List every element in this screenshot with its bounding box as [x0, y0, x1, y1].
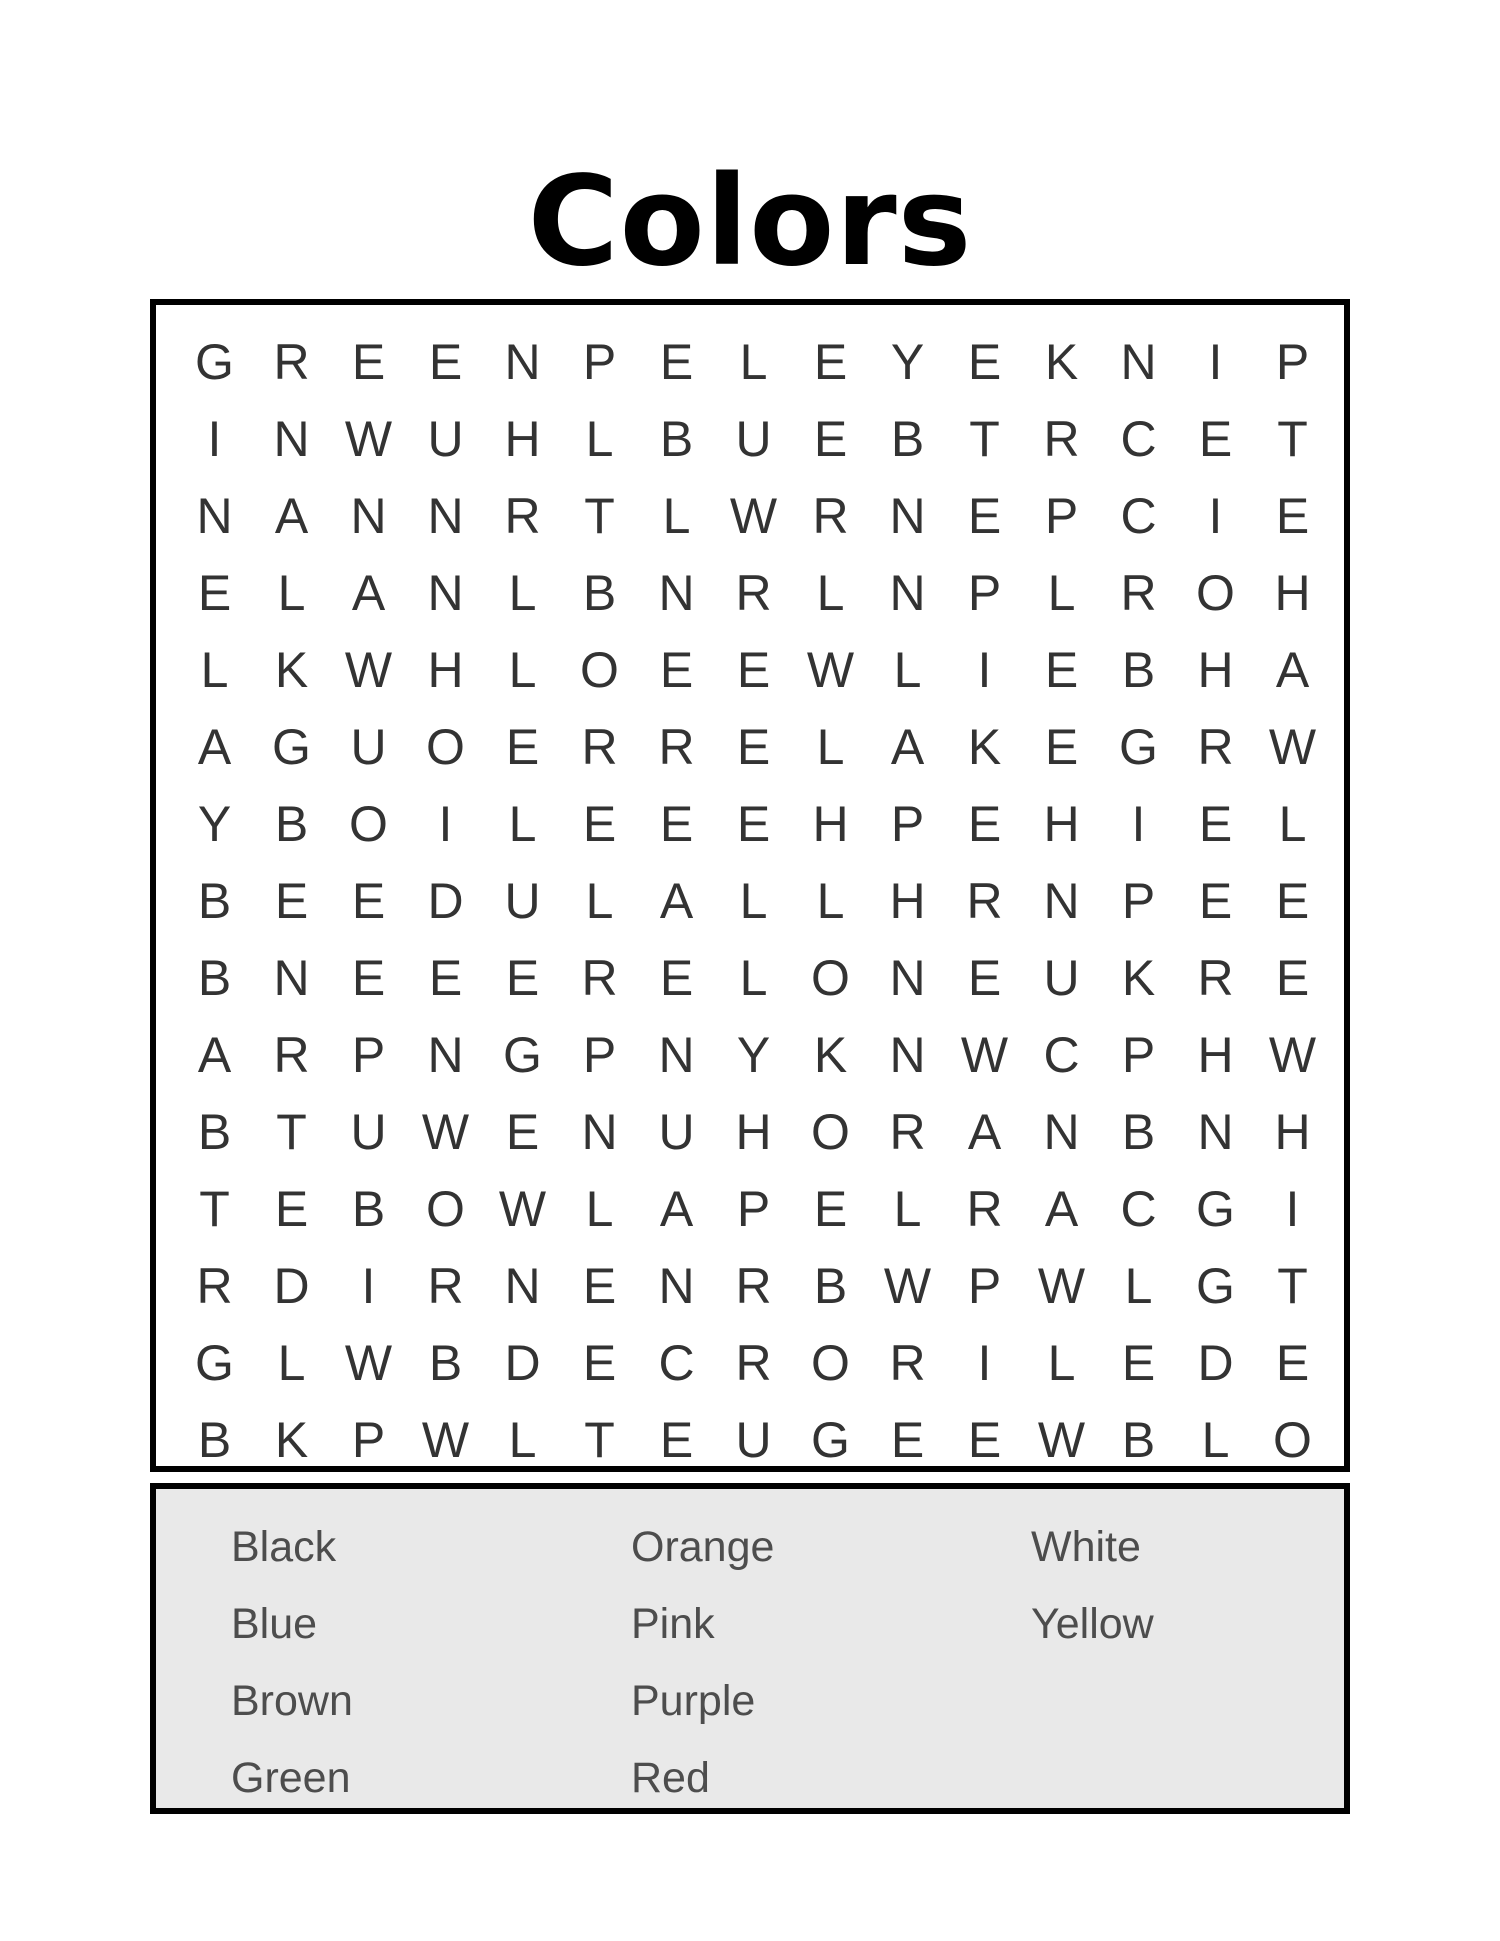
grid-letter[interactable]: O [426, 1180, 465, 1237]
word-list-item: Black [231, 1523, 337, 1571]
grid-letter[interactable]: I [1208, 487, 1223, 544]
grid-letter[interactable]: G [195, 333, 234, 390]
grid-letter[interactable]: L [739, 333, 768, 390]
grid-letter[interactable]: R [273, 1026, 310, 1083]
word-list-item: Blue [231, 1600, 318, 1648]
grid-letter[interactable]: R [273, 333, 310, 390]
grid-letter[interactable]: E [582, 1334, 617, 1391]
grid-letter[interactable]: A [197, 718, 232, 775]
grid-letter[interactable]: I [1208, 333, 1223, 390]
grid-letter[interactable]: T [584, 487, 615, 544]
grid-letter[interactable]: D [427, 872, 464, 929]
grid-letter[interactable]: W [1037, 1411, 1086, 1468]
grid-letter[interactable]: U [427, 410, 464, 467]
grid-letter[interactable]: N [1043, 1103, 1080, 1160]
grid-letter[interactable]: W [1268, 1026, 1317, 1083]
word-list-column-1 [231, 1509, 353, 1817]
grid-letter[interactable]: I [438, 795, 453, 852]
grid-letter[interactable]: L [1278, 795, 1307, 852]
grid-letter[interactable]: L [1201, 1411, 1230, 1468]
grid-letter[interactable]: B [274, 795, 309, 852]
grid-letter[interactable]: H [1274, 1103, 1311, 1160]
grid-letter[interactable]: E [813, 1180, 848, 1237]
grid-letter[interactable]: L [1047, 1334, 1076, 1391]
word-list-column-2 [631, 1509, 774, 1817]
grid-letter[interactable]: G [1196, 1257, 1235, 1314]
grid-letter[interactable]: D [1197, 1334, 1234, 1391]
grid-letter[interactable]: E [1044, 718, 1079, 775]
grid-letter[interactable]: I [1131, 795, 1146, 852]
grid-letter[interactable]: L [1124, 1257, 1153, 1314]
grid-letter[interactable]: I [207, 410, 222, 467]
grid-letter[interactable]: W [421, 1411, 470, 1468]
grid-letter[interactable]: H [812, 795, 849, 852]
grid-letter[interactable]: W [344, 410, 393, 467]
grid-letter[interactable]: P [582, 1026, 617, 1083]
grid-letter[interactable]: P [736, 1180, 771, 1237]
grid-letter[interactable]: U [1043, 949, 1080, 1006]
grid-letter[interactable]: R [1197, 949, 1234, 1006]
grid-letter[interactable]: N [889, 1026, 926, 1083]
grid-letter[interactable]: C [1043, 1026, 1080, 1083]
grid-letter[interactable]: K [274, 641, 309, 698]
grid-letter[interactable]: R [889, 1334, 926, 1391]
grid-letter[interactable]: I [977, 641, 992, 698]
grid-letter[interactable]: P [1121, 872, 1156, 929]
grid-letter[interactable]: U [504, 872, 541, 929]
grid-letter[interactable]: B [1121, 1411, 1156, 1468]
grid-letter[interactable]: R [581, 718, 618, 775]
grid-letter[interactable]: E [736, 718, 771, 775]
grid-letter[interactable]: E [351, 872, 386, 929]
grid-letter[interactable]: A [890, 718, 925, 775]
grid-letter[interactable]: A [659, 1180, 694, 1237]
grid-letter[interactable]: O [580, 641, 619, 698]
word-list-item: Green [231, 1754, 351, 1802]
letter-grid-box [150, 299, 1350, 1472]
grid-letter[interactable]: B [197, 1103, 232, 1160]
grid-letter[interactable]: D [273, 1257, 310, 1314]
grid-letter[interactable]: C [1120, 410, 1157, 467]
grid-letter[interactable]: P [967, 1257, 1002, 1314]
grid-letter[interactable]: A [274, 487, 309, 544]
grid-letter[interactable]: T [276, 1103, 307, 1160]
grid-letter[interactable]: E [428, 949, 463, 1006]
grid-letter[interactable]: R [735, 564, 772, 621]
grid-letter[interactable]: P [890, 795, 925, 852]
grid-letter[interactable]: O [1273, 1411, 1312, 1468]
puzzle-title: Colors [527, 150, 973, 294]
grid-letter[interactable]: N [273, 949, 310, 1006]
grid-letter[interactable]: B [197, 1411, 232, 1468]
grid-letter[interactable]: E [659, 641, 694, 698]
grid-letter[interactable]: E [1198, 410, 1233, 467]
word-list-item: Yellow [1031, 1600, 1154, 1648]
grid-letter[interactable]: B [890, 410, 925, 467]
grid-letter[interactable]: B [1121, 1103, 1156, 1160]
grid-letter[interactable]: P [1121, 1026, 1156, 1083]
grid-letter[interactable]: C [1120, 1180, 1157, 1237]
grid-letter[interactable]: W [729, 487, 778, 544]
grid-letter[interactable]: R [966, 872, 1003, 929]
grid-letter[interactable]: W [960, 1026, 1009, 1083]
grid-letter[interactable]: A [197, 1026, 232, 1083]
word-list-item: Red [631, 1754, 710, 1802]
grid-letter[interactable]: L [662, 487, 691, 544]
grid-letter[interactable]: G [1119, 718, 1158, 775]
grid-letter[interactable]: R [735, 1334, 772, 1391]
grid-letter[interactable]: E [1275, 949, 1310, 1006]
grid-letter[interactable]: E [582, 795, 617, 852]
grid-letter[interactable]: N [889, 487, 926, 544]
grid-letter[interactable]: R [658, 718, 695, 775]
grid-letter[interactable]: W [883, 1257, 932, 1314]
grid-letter[interactable]: E [1198, 872, 1233, 929]
grid-letter[interactable]: B [428, 1334, 463, 1391]
grid-letter[interactable]: L [816, 872, 845, 929]
grid-letter[interactable]: E [967, 949, 1002, 1006]
grid-letter[interactable]: N [427, 1026, 464, 1083]
grid-letter[interactable]: E [505, 718, 540, 775]
grid-letter[interactable]: A [351, 564, 386, 621]
grid-letter[interactable]: A [967, 1103, 1002, 1160]
grid-letter[interactable]: P [1044, 487, 1079, 544]
grid-letter[interactable]: W [344, 641, 393, 698]
grid-letter[interactable]: D [504, 1334, 541, 1391]
grid-letter[interactable]: E [813, 333, 848, 390]
grid-letter[interactable]: L [508, 641, 537, 698]
grid-letter[interactable]: H [1274, 564, 1311, 621]
grid-letter[interactable]: T [1277, 410, 1308, 467]
grid-letter[interactable]: R [812, 487, 849, 544]
grid-letter[interactable]: E [967, 795, 1002, 852]
grid-letter[interactable]: L [1047, 564, 1076, 621]
grid-letter[interactable]: L [739, 872, 768, 929]
grid-letter[interactable]: L [816, 564, 845, 621]
grid-letter[interactable]: E [1275, 872, 1310, 929]
grid-letter[interactable]: W [1268, 718, 1317, 775]
grid-letter[interactable]: E [582, 1257, 617, 1314]
grid-letter[interactable]: O [1196, 564, 1235, 621]
grid-letter[interactable]: H [1043, 795, 1080, 852]
grid-letter[interactable]: N [273, 410, 310, 467]
grid-letter[interactable]: L [508, 1411, 537, 1468]
grid-letter[interactable]: R [1197, 718, 1234, 775]
grid-letter[interactable]: E [1275, 487, 1310, 544]
grid-letter[interactable]: Y [197, 795, 232, 852]
grid-letter[interactable]: N [427, 487, 464, 544]
grid-letter[interactable]: N [889, 949, 926, 1006]
word-list-item: White [1031, 1523, 1141, 1571]
grid-letter[interactable]: E [428, 333, 463, 390]
grid-letter[interactable]: G [1196, 1180, 1235, 1237]
grid-letter[interactable]: T [584, 1411, 615, 1468]
grid-letter[interactable]: T [969, 410, 1000, 467]
grid-letter[interactable]: L [893, 1180, 922, 1237]
grid-letter[interactable]: E [967, 1411, 1002, 1468]
grid-letter[interactable]: R [1043, 410, 1080, 467]
grid-letter[interactable]: T [199, 1180, 230, 1237]
grid-letter[interactable]: E [736, 641, 771, 698]
grid-letter[interactable]: G [195, 1334, 234, 1391]
grid-letter[interactable]: N [504, 1257, 541, 1314]
grid-letter[interactable]: E [659, 333, 694, 390]
grid-letter[interactable]: E [505, 949, 540, 1006]
grid-letter[interactable]: N [581, 1103, 618, 1160]
grid-letter[interactable]: L [508, 795, 537, 852]
grid-letter[interactable]: E [659, 795, 694, 852]
grid-letter[interactable]: B [197, 949, 232, 1006]
grid-letter[interactable]: N [658, 1026, 695, 1083]
grid-letter[interactable]: A [659, 872, 694, 929]
grid-letter[interactable]: W [421, 1103, 470, 1160]
grid-letter[interactable]: R [889, 1103, 926, 1160]
grid-letter[interactable]: P [351, 1026, 386, 1083]
grid-letter[interactable]: K [274, 1411, 309, 1468]
grid-letter[interactable]: C [1120, 487, 1157, 544]
grid-letter[interactable]: U [735, 1411, 772, 1468]
grid-letter[interactable]: R [966, 1180, 1003, 1237]
grid-letter[interactable]: E [967, 487, 1002, 544]
grid-letter[interactable]: N [196, 487, 233, 544]
grid-letter[interactable]: R [427, 1257, 464, 1314]
grid-letter[interactable]: P [351, 1411, 386, 1468]
grid-letter[interactable]: P [967, 564, 1002, 621]
grid-letter[interactable]: H [504, 410, 541, 467]
grid-letter[interactable]: W [806, 641, 855, 698]
grid-letter[interactable]: R [196, 1257, 233, 1314]
grid-letter[interactable]: L [816, 718, 845, 775]
grid-letter[interactable]: R [1120, 564, 1157, 621]
grid-letter[interactable]: L [200, 641, 229, 698]
grid-letter[interactable]: O [349, 795, 388, 852]
grid-letter[interactable]: O [811, 1334, 850, 1391]
grid-letter[interactable]: P [1275, 333, 1310, 390]
word-list-item: Purple [631, 1677, 756, 1725]
grid-letter[interactable]: W [344, 1334, 393, 1391]
grid-letter[interactable]: E [1275, 1334, 1310, 1391]
grid-letter[interactable]: R [504, 487, 541, 544]
grid-letter[interactable]: K [813, 1026, 848, 1083]
grid-letter[interactable]: P [582, 333, 617, 390]
grid-letter[interactable]: N [1120, 333, 1157, 390]
grid-letter[interactable]: E [1121, 1334, 1156, 1391]
grid-letter[interactable]: E [736, 795, 771, 852]
grid-letter[interactable]: L [893, 641, 922, 698]
grid-letter[interactable]: A [1275, 641, 1310, 698]
grid-letter[interactable]: L [585, 872, 614, 929]
word-list-column-3 [1031, 1509, 1154, 1663]
grid-letter[interactable]: G [272, 718, 311, 775]
grid-letter[interactable]: N [427, 564, 464, 621]
grid-letter[interactable]: E [351, 949, 386, 1006]
grid-letter[interactable]: Y [736, 1026, 771, 1083]
word-list-item: Orange [631, 1523, 775, 1571]
grid-letter[interactable]: L [277, 1334, 306, 1391]
grid-letter[interactable]: I [977, 1334, 992, 1391]
grid-letter[interactable]: B [351, 1180, 386, 1237]
grid-letter[interactable]: U [735, 410, 772, 467]
grid-letter[interactable]: L [739, 949, 768, 1006]
grid-letter[interactable]: R [581, 949, 618, 1006]
grid-letter[interactable]: E [967, 333, 1002, 390]
grid-letter[interactable]: C [658, 1334, 695, 1391]
grid-letter[interactable]: T [1277, 1257, 1308, 1314]
grid-letter[interactable]: N [350, 487, 387, 544]
grid-letter[interactable]: H [889, 872, 926, 929]
grid-letter[interactable]: G [811, 1411, 850, 1468]
grid-letter[interactable]: H [1197, 641, 1234, 698]
grid-letter[interactable]: B [582, 564, 617, 621]
letter-grid [176, 323, 1331, 1478]
grid-letter[interactable]: E [351, 333, 386, 390]
grid-letter[interactable]: E [890, 1411, 925, 1468]
grid-letter[interactable]: O [811, 1103, 850, 1160]
grid-letter[interactable]: R [735, 1257, 772, 1314]
grid-letter[interactable]: H [735, 1103, 772, 1160]
grid-letter[interactable]: L [585, 410, 614, 467]
grid-letter[interactable]: E [1198, 795, 1233, 852]
grid-letter[interactable]: B [1121, 641, 1156, 698]
grid-letter[interactable]: E [659, 1411, 694, 1468]
grid-letter[interactable]: E [813, 410, 848, 467]
grid-letter[interactable]: E [659, 949, 694, 1006]
grid-letter[interactable]: N [658, 564, 695, 621]
grid-letter[interactable]: U [350, 718, 387, 775]
grid-letter[interactable]: E [274, 1180, 309, 1237]
grid-letter[interactable]: W [498, 1180, 547, 1237]
grid-letter[interactable]: I [1285, 1180, 1300, 1237]
word-list-item: Brown [231, 1677, 353, 1725]
grid-letter[interactable]: N [1043, 872, 1080, 929]
grid-letter[interactable]: B [659, 410, 694, 467]
grid-letter[interactable]: I [361, 1257, 376, 1314]
grid-letter[interactable]: O [811, 949, 850, 1006]
grid-letter[interactable]: H [427, 641, 464, 698]
grid-letter[interactable]: U [350, 1103, 387, 1160]
grid-letter[interactable]: K [967, 718, 1002, 775]
grid-letter[interactable]: L [585, 1180, 614, 1237]
word-list-item: Pink [631, 1600, 715, 1648]
grid-letter[interactable]: L [508, 564, 537, 621]
grid-letter[interactable]: O [426, 718, 465, 775]
grid-letter[interactable]: E [505, 1103, 540, 1160]
grid-letter[interactable]: E [274, 872, 309, 929]
grid-letter[interactable]: N [889, 564, 926, 621]
grid-letter[interactable]: A [1044, 1180, 1079, 1237]
grid-letter[interactable]: E [1044, 641, 1079, 698]
grid-letter[interactable]: L [277, 564, 306, 621]
word-list-box [150, 1483, 1350, 1814]
grid-letter[interactable]: K [1044, 333, 1079, 390]
grid-letter[interactable]: N [1197, 1103, 1234, 1160]
grid-letter[interactable]: W [1037, 1257, 1086, 1314]
grid-letter[interactable]: B [813, 1257, 848, 1314]
grid-letter[interactable]: N [658, 1257, 695, 1314]
grid-letter[interactable]: G [503, 1026, 542, 1083]
grid-letter[interactable]: B [197, 872, 232, 929]
grid-letter[interactable]: N [504, 333, 541, 390]
grid-letter[interactable]: Y [890, 333, 925, 390]
grid-letter[interactable]: U [658, 1103, 695, 1160]
grid-letter[interactable]: H [1197, 1026, 1234, 1083]
grid-letter[interactable]: E [197, 564, 232, 621]
grid-letter[interactable]: K [1121, 949, 1156, 1006]
